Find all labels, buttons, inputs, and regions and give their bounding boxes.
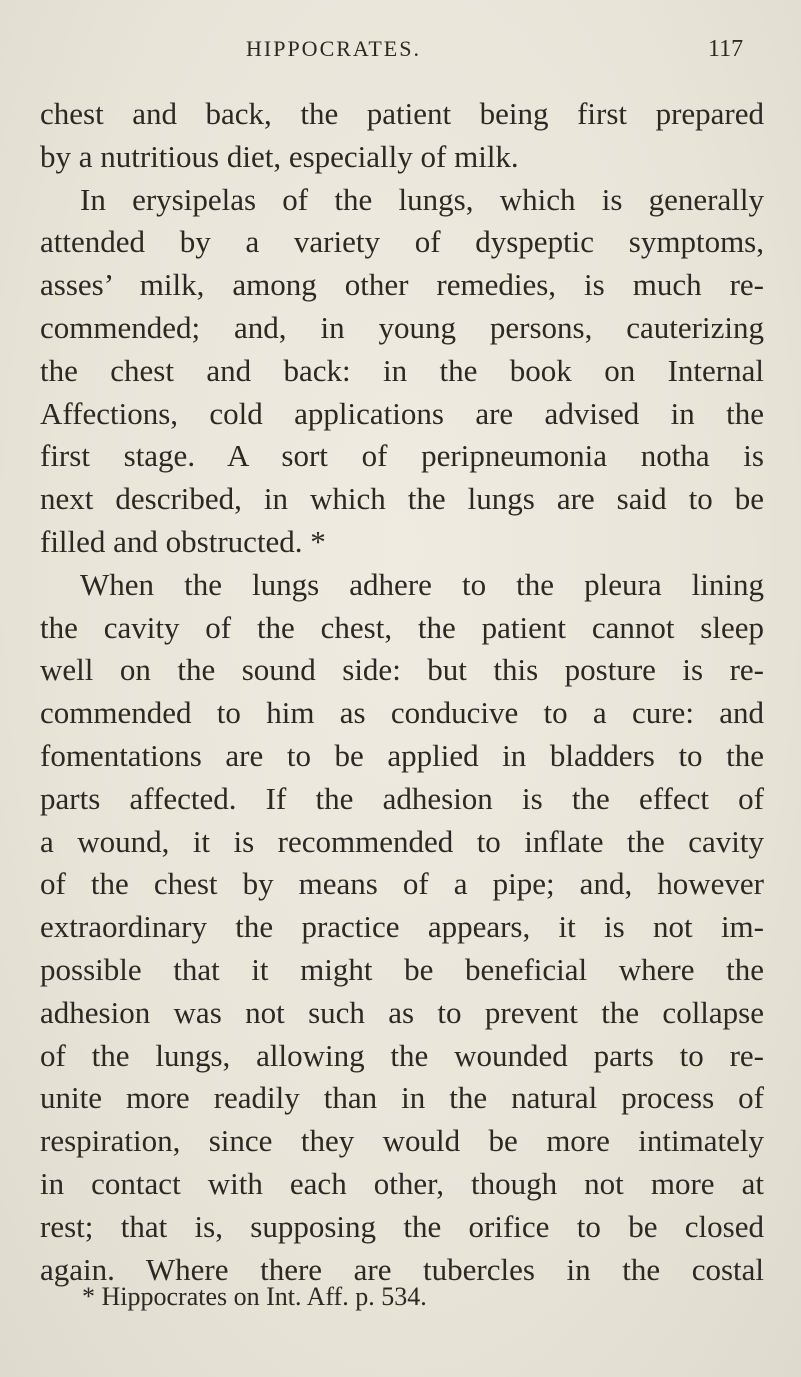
text-line: When the lungs adhere to the pleura lining [80,566,764,602]
text-line: filled and obstructed. * [40,523,326,559]
text-line: again. Where there are tubercles in the costal [40,1251,764,1287]
text-line: extraordinary the practice appears, it is not im- [40,909,764,945]
text-line: rest; that is, supposing the orifice to be closed [40,1208,764,1244]
text-line: the cavity of the chest, the patient cannot sleep [40,609,764,645]
text-line: possible that it might be beneficial where the [40,951,764,987]
text-line: of the chest by means of a pipe; and, however [40,866,764,902]
text-line: unite more readily than in the natural process of [40,1080,764,1116]
text-line: first stage. A sort of peripneumonia notha is [40,438,764,474]
text-line: chest and back, the patient being first prepared [40,96,764,131]
text-line: fomentations are to be applied in bladders to the [40,737,764,773]
text-line: commended; and, in young persons, cauterizing [40,309,764,345]
text-line: commended to him as conducive to a cure: and [40,695,764,731]
text-line: a wound, it is recommended to inflate the cavity [40,823,764,859]
running-title: HIPPOCRATES. [246,36,421,61]
text-line: In erysipelas of the lungs, which is generally [80,181,764,217]
text-line: respiration, since they would be more intimately [40,1123,764,1159]
text-line: Affections, cold applications are advised in the [40,395,764,431]
footnote: * Hippocrates on Int. Aff. p. 534. [82,1282,427,1311]
text-line: asses’ milk, among other remedies, is much re- [40,267,764,303]
page-number: 117 [708,36,744,62]
text-line: by a nutritious diet, especially of milk. [40,138,519,174]
text-line: the chest and back: in the book on Internal [40,352,764,388]
text-line: adhesion was not such as to prevent the collapse [40,994,764,1030]
page-header [0,36,801,76]
text-line: parts affected. If the adhesion is the effect of [40,780,764,816]
text-line: of the lungs, allowing the wounded parts to re- [40,1037,764,1073]
text-line: attended by a variety of dyspeptic symptoms, [40,224,764,260]
text-line: well on the sound side: but this posture is re- [40,652,764,688]
text-line: in contact with each other, though not more at [40,1165,764,1201]
text-line: next described, in which the lungs are said to be [40,481,764,517]
body-text [40,93,764,1291]
